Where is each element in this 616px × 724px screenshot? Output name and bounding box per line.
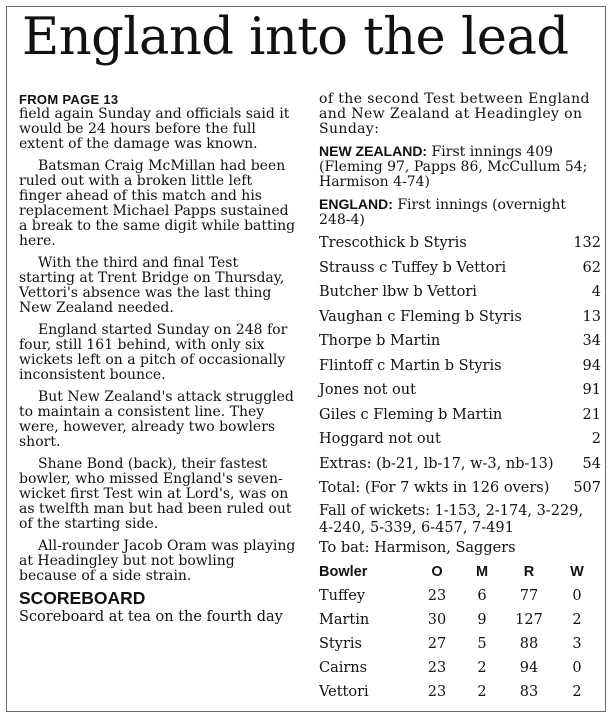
innings-summary: First innings 409 (Fleming 97, Papps 86, McCullum 54; Harmison 4-74) [319, 144, 588, 190]
runs-conceded: 83 [519, 683, 539, 700]
bowler-name: Vettori [319, 683, 369, 700]
bowling-row [319, 680, 601, 704]
batting-card [319, 231, 601, 501]
scoreboard-intro: Scoreboard at tea on the fourth day [19, 609, 283, 625]
column-header: W [570, 563, 584, 580]
runs: 2 [591, 431, 601, 447]
bowler-name: Cairns [319, 659, 368, 676]
bowler-name: Martin [319, 611, 370, 628]
innings-summary: First innings (overnight 248-4) [319, 197, 566, 228]
total-label: Total: (For 7 wkts in 126 overs) [319, 480, 550, 496]
team-name: ENGLAND: [319, 196, 393, 212]
article-paragraph: But New Zealand's attack struggled to maintain a consistent line. They were, however, already two bowlers short. [19, 389, 294, 450]
bowler-name: Styris [319, 635, 362, 652]
runs: 91 [582, 382, 601, 398]
article-paragraph: England started Sunday on 248 for four, still 161 behind, with only six wickets left on a pitch of occasionally inconsistent bounce. [19, 322, 288, 383]
bowling-row [319, 656, 601, 680]
runs: 94 [582, 357, 601, 374]
wickets: 0 [572, 587, 582, 604]
maidens: 9 [477, 611, 487, 628]
bowling-row [319, 584, 601, 608]
runs: 21 [582, 406, 601, 423]
runs: 13 [582, 308, 601, 325]
runs-conceded: 127 [515, 611, 543, 628]
article-column-right [319, 92, 601, 704]
scoreboard-heading: SCOREBOARD [19, 588, 146, 608]
batting-row [319, 280, 601, 305]
wickets: 2 [572, 611, 582, 628]
dismissal: Thorpe b Martin [319, 333, 441, 349]
dismissal: Strauss c Tuffey b Vettori [319, 259, 507, 276]
kicker: FROM PAGE 13 [19, 92, 119, 107]
bowling-table [319, 560, 601, 704]
article-paragraph: All-rounder Jacob Oram was playing at Headingley but not bowling because of a side strain. [19, 538, 296, 584]
batting-row [319, 354, 601, 379]
dismissal: Hoggard not out [319, 431, 441, 447]
dismissal: Jones not out [319, 382, 416, 398]
article-paragraph: With the third and final Test starting at Trent Bridge on Thursday, Vettori's absence was the last thing New Zealand needed. [19, 255, 285, 316]
overs: 23 [427, 587, 447, 604]
batting-row [319, 329, 601, 354]
dismissal: Trescothick b Styris [319, 235, 467, 251]
article-paragraph: Shane Bond (back), their fastest bowler, who missed England's seven-wicket first Test win at Lord's, was on as twelfth man but had been ruled out of the starting side. [19, 456, 292, 532]
batting-row [319, 403, 601, 428]
maidens: 5 [477, 635, 487, 652]
headline: England into the lead [22, 8, 569, 67]
wickets: 3 [572, 635, 582, 652]
overs: 23 [427, 683, 447, 700]
new-zealand-innings [319, 144, 601, 190]
team-name: NEW ZEALAND: [319, 143, 428, 159]
scoreboard-intro-continued: of the second Test between England and New Zealand at Headingley on Sunday: [319, 91, 590, 137]
maidens: 6 [477, 587, 487, 604]
bowling-header-row [319, 560, 601, 584]
article-column-left [19, 92, 297, 632]
column-header: R [523, 563, 535, 580]
runs-conceded: 88 [519, 635, 539, 652]
maidens: 2 [477, 659, 487, 676]
article-paragraph: Batsman Craig McMillan had been ruled out with a broken little left finger ahead of this match and his replacement Michael Papps sustained a break to the same digit while batting here. [19, 158, 296, 249]
batting-row [319, 378, 601, 403]
wickets: 0 [572, 659, 582, 676]
column-header: O [431, 563, 443, 580]
total-row [319, 476, 601, 501]
extras-row [319, 452, 601, 477]
extras-value: 54 [582, 455, 601, 472]
batting-row [319, 305, 601, 330]
batting-row [319, 256, 601, 281]
runs: 132 [573, 235, 601, 251]
bowling-row [319, 608, 601, 632]
bowler-name: Tuffey [319, 587, 366, 604]
column-header: M [475, 563, 489, 580]
total-value: 507 [573, 480, 601, 496]
runs-conceded: 94 [519, 659, 539, 676]
dismissal: Butcher lbw b Vettori [319, 284, 477, 300]
fall-of-wickets: Fall of wickets: 1-153, 2-174, 3-229, 4-240, 5-339, 6-457, 7-491 [319, 502, 584, 536]
article-paragraph: field again Sunday and officials said it would be 24 hours before the full extent of the damage was known. [19, 106, 290, 152]
maidens: 2 [477, 683, 487, 700]
runs-conceded: 77 [519, 587, 539, 604]
overs: 23 [427, 659, 447, 676]
batting-row [319, 427, 601, 452]
england-innings [319, 197, 601, 228]
dismissal: Vaughan c Fleming b Styris [319, 308, 522, 325]
to-bat: To bat: Harmison, Saggers [319, 539, 516, 556]
dismissal: Flintoff c Martin b Styris [319, 357, 502, 374]
extras-label: Extras: (b-21, lb-17, w-3, nb-13) [319, 455, 554, 472]
runs: 4 [591, 284, 601, 300]
overs: 30 [427, 611, 447, 628]
runs: 62 [582, 259, 601, 276]
bowling-row [319, 632, 601, 656]
batting-row [319, 231, 601, 256]
wickets: 2 [572, 683, 582, 700]
overs: 27 [427, 635, 447, 652]
dismissal: Giles c Fleming b Martin [319, 406, 503, 423]
runs: 34 [582, 333, 601, 349]
column-header: Bowler [319, 563, 368, 580]
